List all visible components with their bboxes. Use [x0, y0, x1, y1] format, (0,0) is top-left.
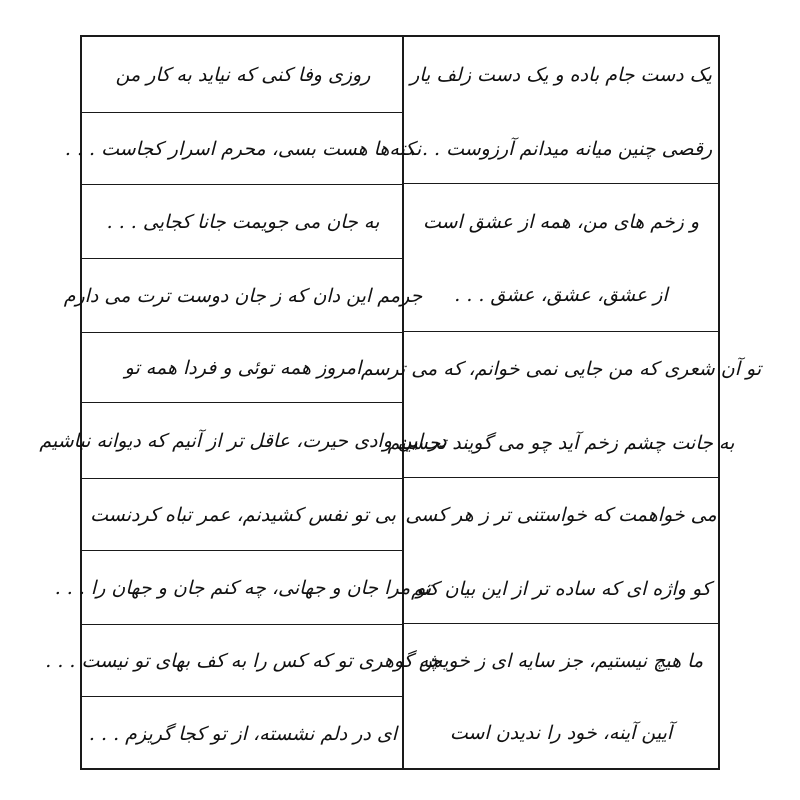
right-block-separator: [404, 183, 718, 184]
left-column: [39, 35, 447, 770]
left-line-4: جرمم این دان که ز جان دوست ترت می دارم: [82, 259, 404, 333]
right-block-separator: [404, 623, 718, 624]
left-line-9: چه گوهری تو که کس را به کف بهای تو نیست . . .: [82, 625, 404, 697]
poem-table: [39, 35, 762, 770]
right-column: [360, 35, 762, 770]
right-line-2: رقصی چنین میانه میدانم آرزوست . . .: [409, 138, 713, 160]
right-line-8: کو واژه ای که ساده تر از این بیان کنم: [411, 578, 711, 600]
left-line-8: تو مرا جان و جهانی، چه کنم جان و جهان را . . .: [82, 551, 404, 625]
right-block-separator: [404, 331, 718, 332]
right-line-3: و زخم های من، همه از عشق است: [422, 211, 700, 233]
left-line-7: بی تو نفس کشیدنم، عمر تباه کردنست: [82, 479, 404, 551]
right-line-1: یک دست جام باده و یک دست زلف یار: [410, 64, 712, 86]
left-line-5: امروز همه توئی و فردا همه تو: [82, 333, 404, 403]
right-line-10: آیین آینه، خود را ندیدن است: [449, 722, 673, 744]
left-line-2: نکته‌ها هست بسی، محرم اسرار کجاست . . .: [82, 113, 404, 185]
right-line-9: ما هیچ نیستیم، جز سایه ای ز خویش: [418, 650, 704, 672]
left-line-6: در این وادی حیرت، عاقل تر از آنیم که دیوانه نباشیم: [82, 403, 404, 479]
left-line-3: به جان می جویمت جانا کجایی . . .: [82, 185, 404, 259]
right-line-7: می خواهمت که خواستنی تر ز هر کسی: [405, 504, 717, 526]
right-line-6: به جانت چشم زخم آید چو می گویند تحسینم: [387, 432, 735, 454]
left-line-1: روزی وفا کنی که نیاید به کار من: [82, 37, 404, 113]
right-line-5: تو آن شعری که من جایی نمی خوانم، که می ترسم: [360, 358, 762, 380]
right-line-4: از عشق، عشق، عشق . . .: [454, 284, 668, 306]
left-line-10: ای در دلم نشسته، از تو کجا گریزم . . .: [88, 722, 398, 745]
right-block-separator: [404, 477, 718, 478]
